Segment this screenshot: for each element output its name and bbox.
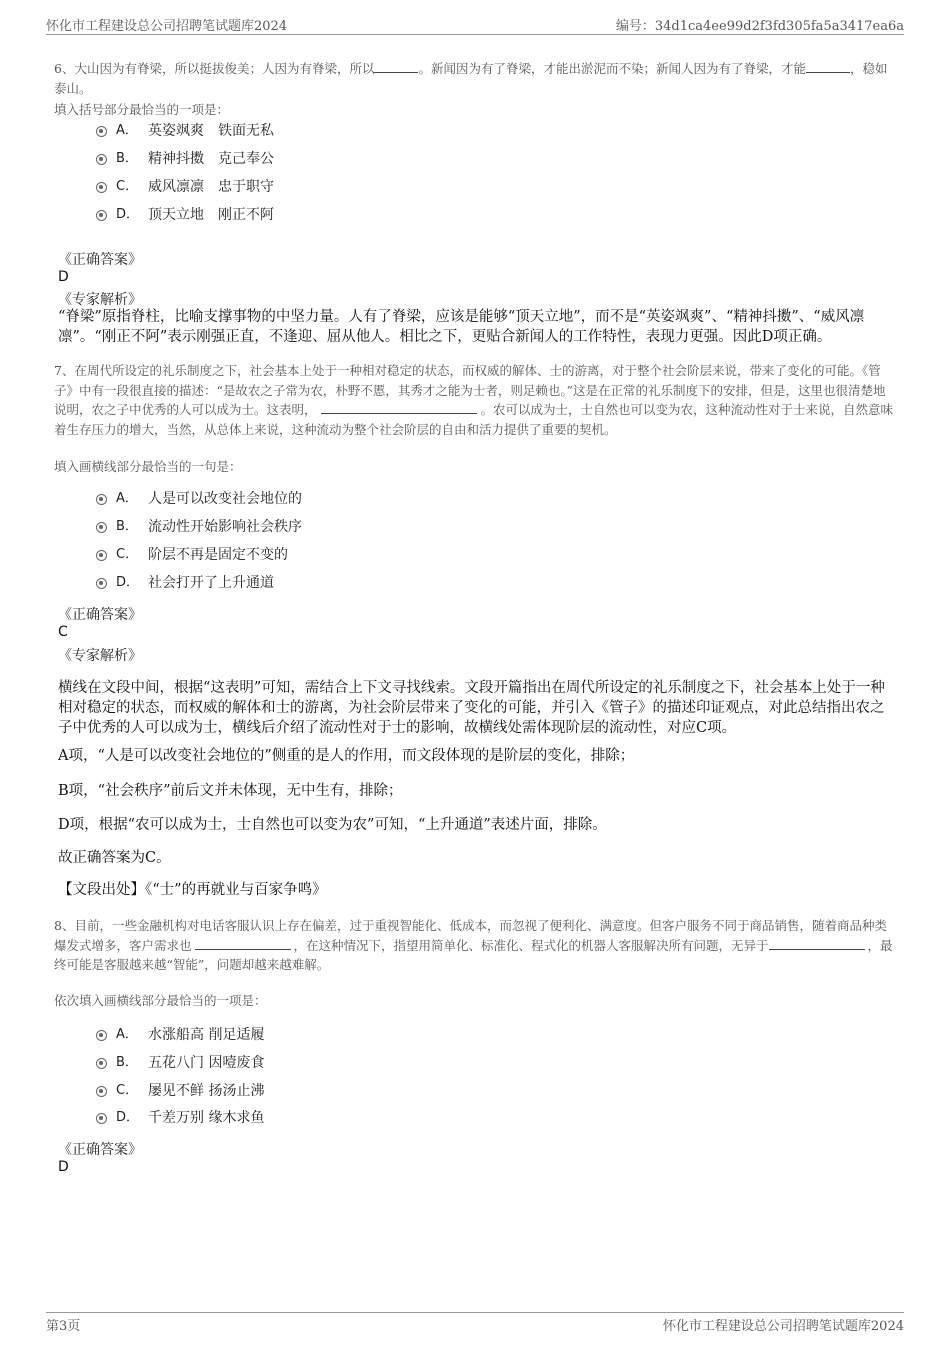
option-text: 顶天立地 刚正不阿 [148,207,274,223]
q7-answer: C [58,624,68,640]
option-text: 屡见不鲜 扬汤止沸 [148,1083,265,1099]
q7-analysis [58,678,894,738]
q6-answer-label: 《正确答案》 [58,252,142,268]
page-footer [46,1312,904,1335]
q8-blank-2 [769,937,865,950]
q7-analysis-label: 《专家解析》 [58,648,142,664]
radio-icon[interactable] [96,550,107,561]
radio-icon[interactable] [96,1058,107,1069]
option-text: 阶层不再是固定不变的 [148,547,288,563]
q6-stem-part-c: ，稳如泰山。 [54,61,888,96]
q8-stem-part-b: ，在这种情况下，指望用简单化、标准化、程式化的机器人客服解决所有问题，无异于 [293,937,769,953]
q6-prompt: 填入括号部分最恰当的一项是： [54,102,230,117]
q6-analysis [58,307,894,347]
option-letter: B． [116,1055,138,1070]
radio-icon[interactable] [96,1030,107,1041]
option-text: 千差万别 缘木求鱼 [148,1110,265,1126]
radio-icon[interactable] [96,210,107,221]
q6-answer: D [58,269,69,285]
radio-icon[interactable] [96,1113,107,1124]
question-7-stem [54,361,896,439]
q6-blank-2 [806,60,850,73]
option-letter: C． [116,179,139,194]
radio-icon[interactable] [96,126,107,137]
page-header [46,14,904,35]
q7-analysis-a [58,746,894,766]
option-text: 威风凛凛 忠于职守 [148,179,274,195]
option-letter: D． [116,1110,140,1125]
q7-stem-part-a: 7、在周代所设定的礼乐制度之下，社会基本上处于一种相对稳定的状态，而权威的解体、士的游离，对于整个社会阶层来说，带来了变化的可能。《管子》中有一段很直接的描述：“是故农之子常为农，朴野不慝，其秀才之能为士者，则足赖也。”这是在正常的礼乐制度下的安排，但是，这里也很清楚地说明，农之子中优秀的人可以成为士。这表明， [54,363,886,417]
question-8-stem [54,916,896,975]
option-letter: A． [116,123,138,138]
q8-answer: D [58,1159,69,1175]
radio-icon[interactable] [96,182,107,193]
page-number: 第3页 [46,1319,81,1334]
q7-analysis-paragraph-2: A项，“人是可以改变社会地位的”侧重的是人的作用，而文段体现的是阶层的变化，排除； [58,748,635,764]
option-text: 流动性开始影响社会秩序 [148,519,302,535]
q7-analysis-paragraph-5: 故正确答案为C。 [58,850,171,866]
q6-stem-part-b: 。新闻因为有了脊梁，才能出淤泥而不染；新闻人因为有了脊梁，才能 [418,61,806,76]
option-letter: D． [116,207,140,222]
option-letter: B． [116,519,138,534]
q7-source-text: 【文段出处】《“士”的再就业与百家争鸣》 [58,882,327,898]
q8-prompt: 依次填入画横线部分最恰当的一项是： [54,993,267,1008]
q7-conclusion [58,848,894,868]
serial-number: 34d1ca4ee99d2f3fd305fa5a3417ea6a [654,19,904,34]
option-letter: A． [116,491,138,506]
q7-analysis-d [58,815,894,835]
q8-stem-part-c: ，最终可能是客服越来越“智能”，问题却越来越难解。 [54,937,893,972]
option-letter: C． [116,547,139,562]
q7-source [58,880,894,900]
q8-answer-label: 《正确答案》 [58,1142,142,1158]
radio-icon[interactable] [96,154,107,165]
radio-icon[interactable] [96,522,107,533]
q6-stem-part-a: 6、大山因为有脊梁，所以挺拔俊美；人因为有脊梁，所以 [54,61,375,76]
serial-label: 编号： [615,19,655,34]
q7-analysis-paragraph-4: D项，根据“农可以成为士，士自然也可以变为农”可知，“上升通道”表述片面，排除。 [58,817,607,833]
q6-analysis-text: “脊梁”原指脊柱，比喻支撑事物的中坚力量。人有了脊梁，应该是能够“顶天立地”，而不是“英姿飒爽”、“精神抖擞”、“威风凛凛”。“刚正不阿”表示刚强正直，不逢迎、屈从他人。相比之下，更贴合新闻人的工作特性，表现力更强。因此D项正确。 [58,309,865,345]
q7-blank [321,401,477,414]
option-text: 社会打开了上升通道 [148,575,274,591]
option-letter: C． [116,1083,139,1098]
option-text: 英姿飒爽 铁面无私 [148,123,274,139]
q7-stem-part-b: 。农可以成为士，士自然也可以变为农，这种流动性对于士来说，自然意味着生存压力的增大，当然，从总体上来说，这种流动为整个社会阶层的自由和活力提供了重要的契机。 [54,402,894,437]
radio-icon[interactable] [96,578,107,589]
q7-analysis-b [58,781,894,801]
q7-analysis-paragraph-1: 横线在文段中间，根据“这表明”可知，需结合上下文寻找线索。文段开篇指出在周代所设定的礼乐制度之下，社会基本上处于一种相对稳定的状态，而权威的解体和士的游离，为社会阶层带来了变化的可能，并引入《管子》的描述印证观点，对此总结指出农之子中优秀的人可以成为士，横线后介绍了流动性对于士的影响，故横线处需体现阶层的流动性，对应C项。 [58,680,885,736]
q6-analysis-label: 《专家解析》 [58,292,142,308]
option-text: 精神抖擞 克己奉公 [148,151,274,167]
q8-stem-part-a: 8、目前，一些金融机构对电话客服认识上存在偏差，过于重视智能化、低成本，而忽视了便利化、满意度。但客户服务不同于商品销售，随着商品种类爆发式增多，客户需求也 [54,918,887,953]
header-title: 怀化市工程建设总公司招聘笔试题库2024 [46,19,288,34]
question-6-stem [54,59,896,98]
option-letter: A． [116,1027,138,1042]
q8-blank-1 [195,937,291,950]
option-text: 人是可以改变社会地位的 [148,491,302,507]
option-text: 水涨船高 削足适履 [148,1027,265,1043]
q7-analysis-paragraph-3: B项，“社会秩序”前后文并未体现，无中生有，排除； [58,783,403,799]
q6-blank-1 [374,60,418,73]
q7-answer-label: 《正确答案》 [58,607,142,623]
radio-icon[interactable] [96,1086,107,1097]
option-text: 五花八门 因噎废食 [148,1055,265,1071]
option-letter: D． [116,575,140,590]
radio-icon[interactable] [96,494,107,505]
footer-title: 怀化市工程建设总公司招聘笔试题库2024 [662,1319,904,1334]
q7-prompt: 填入画横线部分最恰当的一句是： [54,459,242,474]
option-letter: B． [116,151,138,166]
header-serial [616,15,904,34]
